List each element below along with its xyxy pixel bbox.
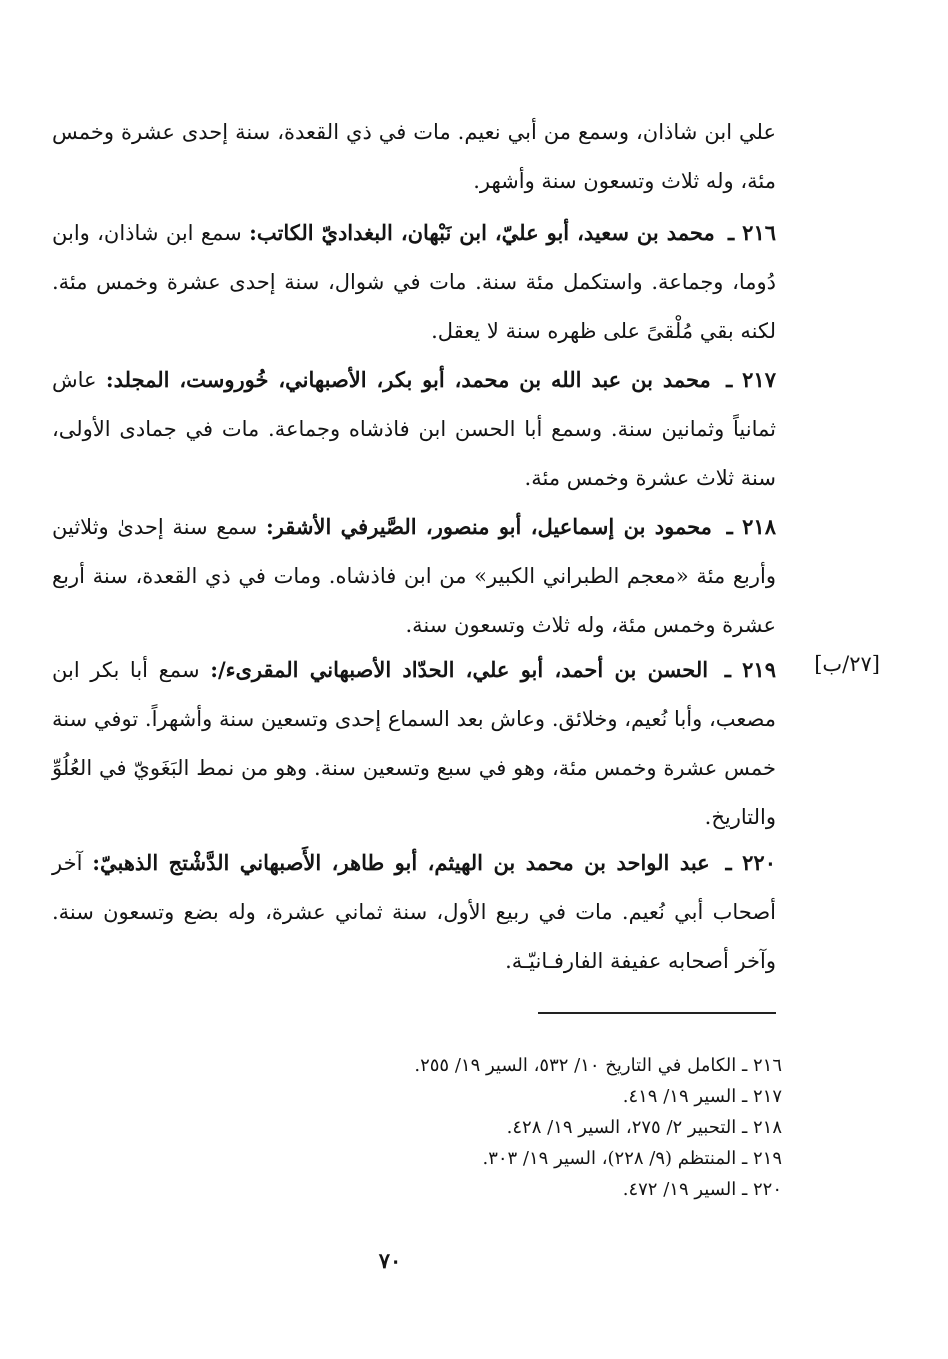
entry-heading: محمود بن إسماعيل، أبو منصور، الصَّيرفي الأشقر:: [265, 514, 712, 539]
biography-entry-219: [52, 645, 776, 842]
entry-text: سمع ابن شاذان، وابن دُوما، وجماعة. واستكمل مئة سنة. مات في شوال، سنة إحدى عشرة وخمس مئة. لكنه بقي مُلْقىً على ظهره سنة لا يعقل.: [52, 221, 776, 343]
footnotes: [300, 1050, 782, 1205]
entry-heading: عبد الواحد بن محمد بن الهيثم، أبو طاهر، الأَصبهاني الدَّشْتج الذهبيّ:: [92, 850, 710, 875]
biography-entry-218: [52, 502, 776, 650]
continuation-paragraph: [52, 108, 776, 206]
entry-number: ٢٢٠ ـ: [725, 850, 776, 875]
footnote-220: ٢٢٠ ـ السير ١٩/ ٤٧٢.: [622, 1179, 782, 1200]
manuscript-folio-marker: [٢٧/ب]: [814, 652, 880, 676]
footnote-217: ٢١٧ ـ السير ١٩/ ٤١٩.: [622, 1086, 782, 1107]
entry-number: ٢١٦ ـ: [728, 220, 777, 245]
footnote-separator: [538, 1012, 776, 1014]
biography-entry-217: [52, 355, 776, 503]
page-number: ٧٠: [378, 1248, 402, 1273]
entry-heading: محمد بن عبد الله بن محمد، أبو بكر، الأصبهاني، خُوروست، المجلد:: [105, 367, 711, 392]
entry-number: ٢١٨ ـ: [726, 514, 776, 539]
entry-heading: محمد بن سعيد، أبو عليّ، ابن نَبْهان، البغداديّ الكاتب:: [249, 220, 715, 245]
entry-text: سمع سنة إحدىٰ وثلاثين وأربع مئة «معجم الطبراني الكبير» من ابن فاذشاه. ومات في ذي القعدة، سنة أربع عشرة وخمس مئة، وله ثلاث وتسعون سنة.: [52, 515, 776, 637]
entry-number: ٢١٩ ـ: [724, 657, 776, 682]
footnote-216: ٢١٦ ـ الكامل في التاريخ ١٠/ ٥٣٢، السير ١٩/ ٢٥٥.: [414, 1055, 782, 1076]
entry-text: عاش ثمانياً وثمانين سنة. وسمع أبا الحسن ابن فاذشاه وجماعة. مات في جمادى الأولى، سنة ثلاث عشرة وخمس مئة.: [52, 368, 776, 490]
footnote-219: ٢١٩ ـ المنتظم (٩/ ٢٢٨)، السير ١٩/ ٣٠٣.: [482, 1148, 782, 1169]
biography-entry-220: [52, 838, 776, 986]
footnote-218: ٢١٨ ـ التحبير ٢/ ٢٧٥، السير ١٩/ ٤٢٨.: [506, 1117, 782, 1138]
entry-text: آخر أصحاب أبي نُعيم. مات في ربيع الأول، سنة ثماني عشرة، وله بضع وتسعون سنة. وآخر أصحابه عفيفة الفارفـانيّـة.: [52, 851, 776, 973]
continuation-text: علي ابن شاذان، وسمع من أبي نعيم. مات في ذي القعدة، سنة إحدى عشرة وخمس مئة، وله ثلاث وتسعون سنة وأشهر.: [52, 120, 776, 193]
entry-text: سمع أبا بكر ابن مصعب، وأبا نُعيم، وخلائق. وعاش بعد السماع إحدى وتسعين سنة وأشهراً. توفي سنة خمس عشرة وخمس مئة، وهو في سبع وتسعين سنة. وهو من نمط البَغَويّ في العُلُوِّ والتاريخ.: [52, 658, 776, 829]
biography-entry-216: [52, 208, 776, 356]
entry-heading: الحسن بن أحمد، أبو علي، الحدّاد الأصبهاني المقرىء/:: [210, 657, 709, 682]
entry-number: ٢١٧ ـ: [726, 367, 776, 392]
